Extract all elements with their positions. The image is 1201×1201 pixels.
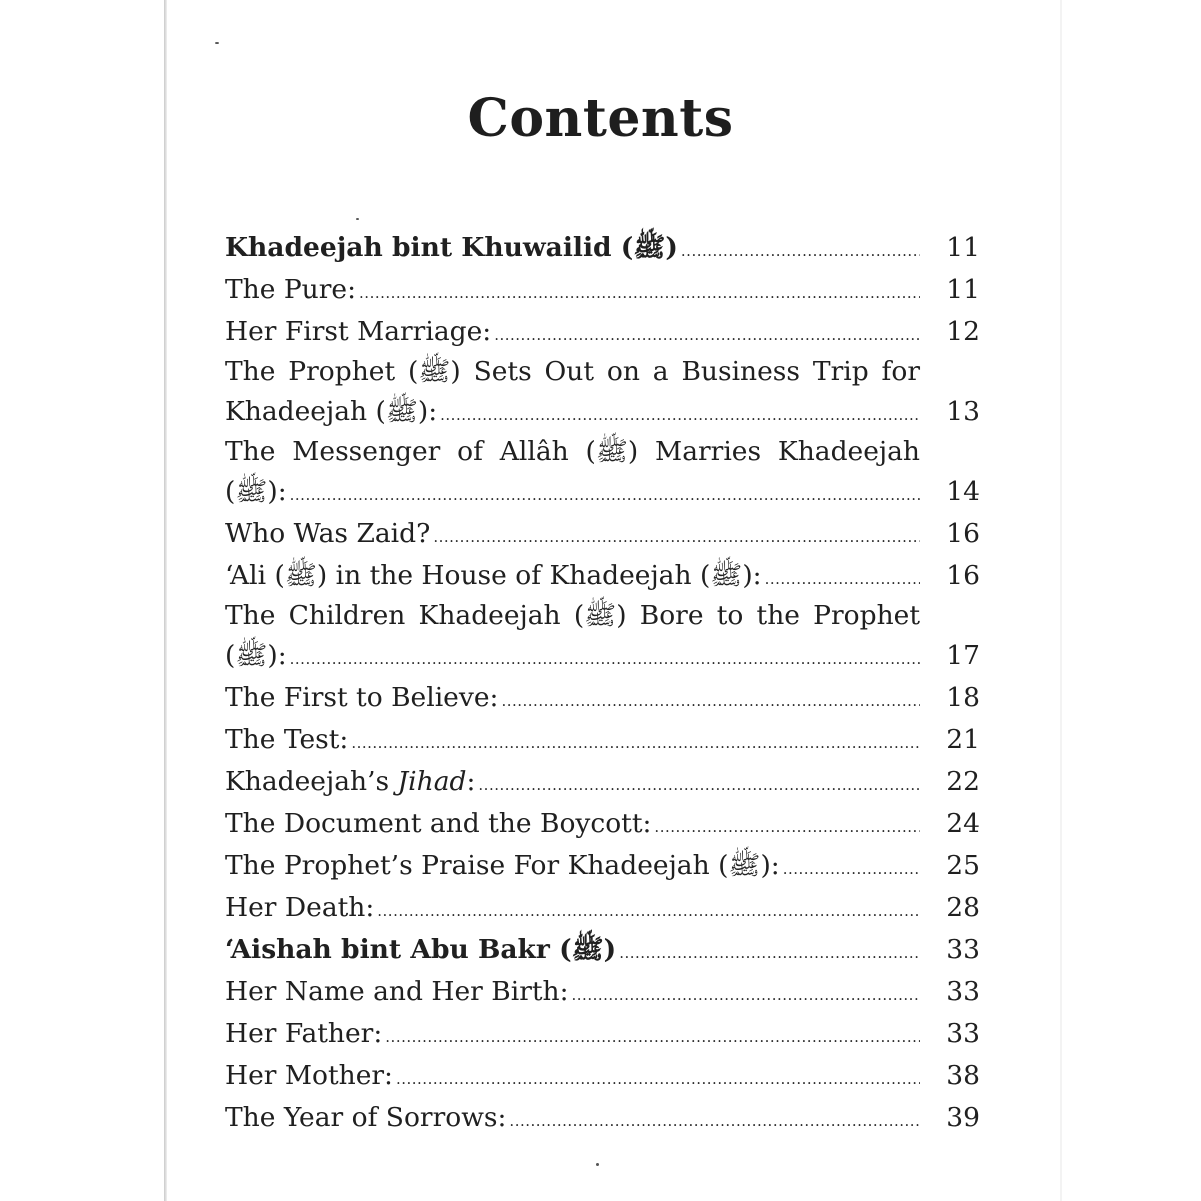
- toc-leader-dots: [433, 516, 920, 558]
- toc-entry-label: Her Mother:: [225, 1060, 393, 1091]
- toc-leader-dots: [478, 764, 920, 806]
- toc-entry-label: The Pure:: [225, 274, 357, 305]
- toc-entry[interactable]: [225, 803, 980, 845]
- toc-entry[interactable]: [225, 677, 980, 719]
- toc-entry-label-line1: The Prophet (ﷺ) Sets Out on a Business Trip for: [225, 356, 920, 387]
- toc-page-number: 16: [946, 560, 980, 591]
- toc-page-number: 33: [946, 934, 980, 965]
- toc-leader-dots: [783, 848, 920, 890]
- toc-page-number: 11: [946, 232, 980, 263]
- toc-entry-label: Khadeejah bint Khuwailid (ﷺ): [225, 232, 678, 263]
- toc-entry-label: The Year of Sorrows:: [225, 1102, 507, 1133]
- toc-page-number: 16: [946, 518, 980, 549]
- toc-entry[interactable]: [225, 971, 980, 1013]
- toc-entry-label: The First to Believe:: [225, 682, 499, 713]
- toc-leader-dots: [494, 314, 920, 356]
- toc-leader-dots: [509, 1100, 920, 1142]
- toc-entry-label: Khadeejah’s Jihad:: [225, 766, 476, 797]
- toc-page-number: 14: [946, 476, 980, 507]
- toc-entry[interactable]: [225, 929, 980, 971]
- toc-page-number: 33: [946, 1018, 980, 1049]
- toc-leader-dots: [654, 806, 920, 848]
- toc-entry-label: Who Was Zaid?: [225, 518, 431, 549]
- print-speck: [596, 1163, 599, 1166]
- toc-entry-label: ‘Ali (ﷺ) in the House of Khadeejah (ﷺ):: [225, 560, 762, 591]
- toc-leader-dots: [572, 974, 920, 1016]
- toc-entry-label: Khadeejah (ﷺ):: [225, 396, 438, 427]
- toc-leader-dots: [359, 272, 920, 314]
- toc-entry[interactable]: [225, 597, 980, 677]
- toc-leader-dots: [501, 680, 920, 722]
- toc-leader-dots: [681, 230, 920, 272]
- toc-entry[interactable]: [225, 887, 980, 929]
- page-binding-edge: [164, 0, 167, 1201]
- page-right-edge: [1060, 0, 1062, 1201]
- toc-page-number: 18: [946, 682, 980, 713]
- toc-entry-label: Her Death:: [225, 892, 375, 923]
- toc-entry[interactable]: [225, 1055, 980, 1097]
- page-title: Contents: [467, 88, 734, 149]
- toc-entry[interactable]: [225, 1097, 980, 1139]
- print-speck: [356, 218, 359, 220]
- toc-entry-label: The Document and the Boycott:: [225, 808, 652, 839]
- toc-leader-dots: [377, 890, 920, 932]
- toc-page-number: 38: [946, 1060, 980, 1091]
- toc-entry-label: Her Name and Her Birth:: [225, 976, 569, 1007]
- toc-entry[interactable]: [225, 555, 980, 597]
- toc-leader-dots: [440, 394, 920, 436]
- toc-entry[interactable]: [225, 1013, 980, 1055]
- toc-entry[interactable]: [225, 845, 980, 887]
- toc-leader-dots: [765, 558, 920, 600]
- toc-leader-dots: [619, 932, 920, 974]
- toc-entry[interactable]: [225, 227, 980, 269]
- toc-entry-label: Her First Marriage:: [225, 316, 492, 347]
- toc-leader-dots: [290, 474, 920, 516]
- toc-entry-label: Her Father:: [225, 1018, 383, 1049]
- toc-page-number: 33: [946, 976, 980, 1007]
- toc-entry[interactable]: [225, 719, 980, 761]
- toc-page-number: 28: [946, 892, 980, 923]
- toc-entry[interactable]: [225, 353, 980, 433]
- toc-page-number: 39: [946, 1102, 980, 1133]
- toc-leader-dots: [351, 722, 920, 764]
- toc-entry-label: The Test:: [225, 724, 349, 755]
- toc-entry-label: (ﷺ):: [225, 476, 287, 507]
- table-of-contents: [225, 227, 980, 1139]
- toc-page-number: 24: [946, 808, 980, 839]
- toc-page-number: 11: [946, 274, 980, 305]
- toc-entry-label: The Prophet’s Praise For Khadeejah (ﷺ):: [225, 850, 780, 881]
- toc-page-number: 17: [946, 640, 980, 671]
- toc-entry[interactable]: [225, 269, 980, 311]
- toc-entry[interactable]: [225, 761, 980, 803]
- toc-page-number: 21: [946, 724, 980, 755]
- toc-leader-dots: [385, 1016, 920, 1058]
- toc-entry-label-line1: The Children Khadeejah (ﷺ) Bore to the Prophet: [225, 600, 920, 631]
- toc-leader-dots: [396, 1058, 920, 1100]
- toc-page-number: 12: [946, 316, 980, 347]
- toc-leader-dots: [290, 638, 920, 680]
- toc-entry-label-line1: The Messenger of Allâh (ﷺ) Marries Khadeejah: [225, 436, 920, 467]
- toc-page-number: 22: [946, 766, 980, 797]
- toc-entry-label: (ﷺ):: [225, 640, 287, 671]
- toc-entry-label: ‘Aishah bint Abu Bakr (ﷺ): [225, 934, 617, 965]
- print-speck: [215, 42, 219, 44]
- toc-entry[interactable]: [225, 513, 980, 555]
- toc-entry[interactable]: [225, 433, 980, 513]
- toc-page-number: 25: [946, 850, 980, 881]
- toc-entry[interactable]: [225, 311, 980, 353]
- toc-page-number: 13: [946, 396, 980, 427]
